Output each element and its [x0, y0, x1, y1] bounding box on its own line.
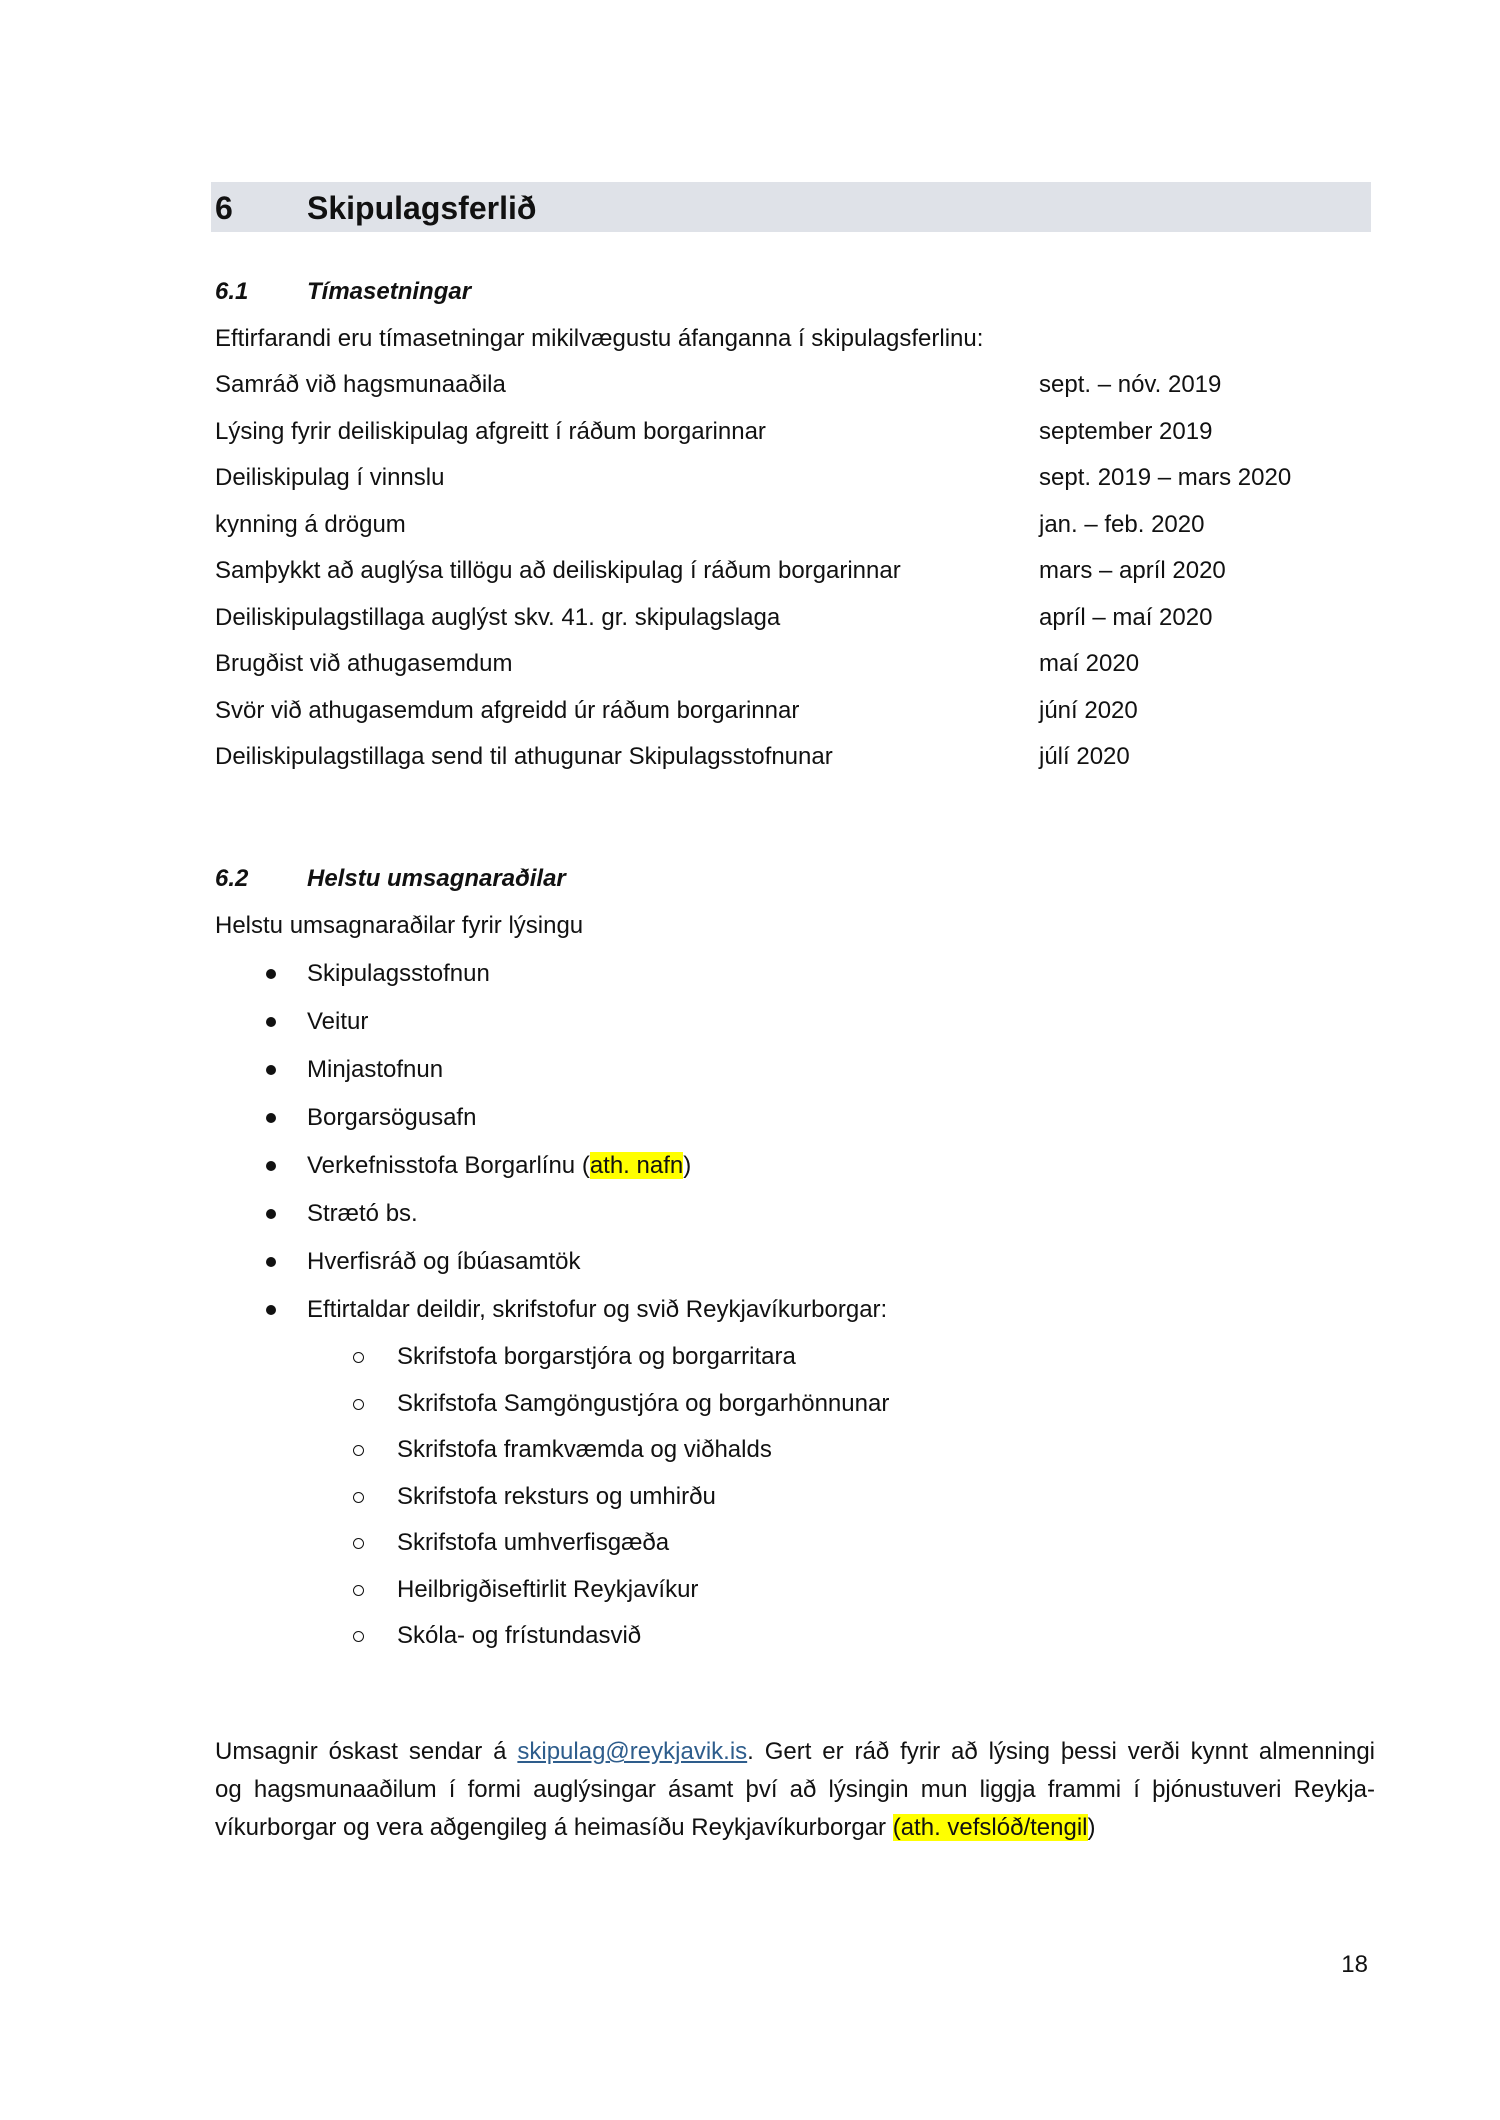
- closing-line3-text: víkurborgar og vera aðgengileg á heimasíðu Reykjavíkurborgar: [215, 1814, 893, 1841]
- list-item-text: Skipulagsstofnun: [307, 960, 490, 987]
- sub-list-item-text: Skrifstofa framkvæmda og viðhalds: [397, 1436, 772, 1463]
- schedule-date: jan. – feb. 2020: [1039, 511, 1205, 538]
- bullet-icon: [266, 1065, 276, 1075]
- reviewers-intro: Helstu umsagnaraðilar fyrir lýsingu: [215, 912, 584, 939]
- schedule-label: Lýsing fyrir deiliskipulag afgreitt í ráðum borgarinnar: [215, 418, 766, 445]
- schedule-date: júní 2020: [1039, 697, 1138, 724]
- chapter-title: Skipulagsferlið: [307, 190, 537, 226]
- section-number: 6.1: [215, 278, 249, 305]
- circle-bullet-icon: [353, 1352, 364, 1363]
- schedule-label: Deiliskipulagstillaga send til athugunar Skipulagsstofnunar: [215, 743, 833, 770]
- bullet-icon: [266, 1113, 276, 1123]
- sub-list-item-text: Skrifstofa borgarstjóra og borgarritara: [397, 1343, 796, 1370]
- schedule-row: [215, 370, 1375, 400]
- schedule-row: [215, 510, 1375, 540]
- circle-bullet-icon: [353, 1399, 364, 1410]
- schedule-row: [215, 417, 1375, 447]
- list-item-text: Eftirtaldar deildir, skrifstofur og svið Reykjavíkurborgar:: [307, 1296, 888, 1323]
- list-item-text-close: ): [683, 1152, 692, 1179]
- sub-list-item-text: Skrifstofa Samgöngustjóra og borgarhönnunar: [397, 1390, 890, 1417]
- schedule-date: mars – apríl 2020: [1039, 557, 1226, 584]
- schedule-row: [215, 696, 1375, 726]
- bullet-icon: [266, 1257, 276, 1267]
- highlight-note: ath. nafn: [589, 1152, 684, 1179]
- schedule-row: [215, 463, 1375, 493]
- section-title: Helstu umsagnaraðilar: [307, 865, 566, 892]
- closing-close: ): [1087, 1814, 1096, 1841]
- circle-bullet-icon: [353, 1538, 364, 1549]
- bullet-icon: [266, 969, 276, 979]
- schedule-date: maí 2020: [1039, 650, 1140, 677]
- list-item-text: Veitur: [307, 1008, 369, 1035]
- closing-line-2: og hagsmunaaðilum í formi auglýsingar ásamt því að lýsingin mun liggja frammi í þjónustuveri Reykja-: [215, 1776, 1375, 1803]
- sub-list-item-text: Skrifstofa umhverfisgæða: [397, 1529, 670, 1556]
- schedule-row: [215, 603, 1375, 633]
- schedule-label: kynning á drögum: [215, 511, 406, 538]
- sub-list-item-text: Skóla- og frístundasvið: [397, 1622, 642, 1649]
- list-item-text: Hverfisráð og íbúasamtök: [307, 1248, 581, 1275]
- schedule-date: sept. 2019 – mars 2020: [1039, 464, 1292, 491]
- list-item-text: Borgarsögusafn: [307, 1104, 477, 1131]
- schedule-label: Deiliskipulag í vinnslu: [215, 464, 445, 491]
- schedule-row: [215, 556, 1375, 586]
- closing-line1-rest: . Gert er ráð fyrir að lýsing þessi verði kynnt almenningi: [747, 1738, 1375, 1765]
- schedule-label: Svör við athugasemdum afgreidd úr ráðum borgarinnar: [215, 697, 800, 724]
- schedule-row: [215, 649, 1375, 679]
- page-number: 18: [1341, 1951, 1368, 1978]
- list-item-text: Minjastofnun: [307, 1056, 444, 1083]
- schedule-label: Samráð við hagsmunaaðila: [215, 371, 506, 398]
- sub-list-item-text: Skrifstofa reksturs og umhirðu: [397, 1483, 716, 1510]
- list-item-text: [307, 1151, 691, 1181]
- schedule-label: Brugðist við athugasemdum: [215, 650, 513, 677]
- list-item-text-main: Verkefnisstofa Borgarlínu (: [307, 1152, 590, 1179]
- schedule-label: Samþykkt að auglýsa tillögu að deiliskipulag í ráðum borgarinnar: [215, 557, 901, 584]
- schedule-date: september 2019: [1039, 418, 1213, 445]
- sub-list-item-text: Heilbrigðiseftirlit Reykjavíkur: [397, 1576, 699, 1603]
- schedule-intro: Eftirfarandi eru tímasetningar mikilvægustu áfanganna í skipulagsferlinu:: [215, 325, 984, 352]
- highlight-note: (ath. vefslóð/tengil: [892, 1814, 1088, 1841]
- list-item-text: Strætó bs.: [307, 1200, 418, 1227]
- schedule-date: apríl – maí 2020: [1039, 604, 1213, 631]
- circle-bullet-icon: [353, 1445, 364, 1456]
- schedule-date: sept. – nóv. 2019: [1039, 371, 1222, 398]
- closing-paragraph: [215, 1733, 1375, 1847]
- email-link[interactable]: skipulag@reykjavik.is: [517, 1738, 748, 1765]
- bullet-icon: [266, 1017, 276, 1027]
- schedule-date: júlí 2020: [1039, 743, 1130, 770]
- section-number: 6.2: [215, 865, 249, 892]
- bullet-icon: [266, 1161, 276, 1171]
- bullet-icon: [266, 1209, 276, 1219]
- schedule-row: [215, 742, 1375, 772]
- circle-bullet-icon: [353, 1585, 364, 1596]
- schedule-label: Deiliskipulagstillaga auglýst skv. 41. gr. skipulagslaga: [215, 604, 781, 631]
- chapter-number: 6: [215, 190, 233, 226]
- section-title: Tímasetningar: [307, 278, 472, 305]
- circle-bullet-icon: [353, 1631, 364, 1642]
- bullet-icon: [266, 1305, 276, 1315]
- closing-line-3: [215, 1809, 1375, 1847]
- circle-bullet-icon: [353, 1492, 364, 1503]
- closing-line-1: [215, 1733, 1375, 1771]
- closing-prefix: Umsagnir óskast sendar á: [215, 1738, 518, 1765]
